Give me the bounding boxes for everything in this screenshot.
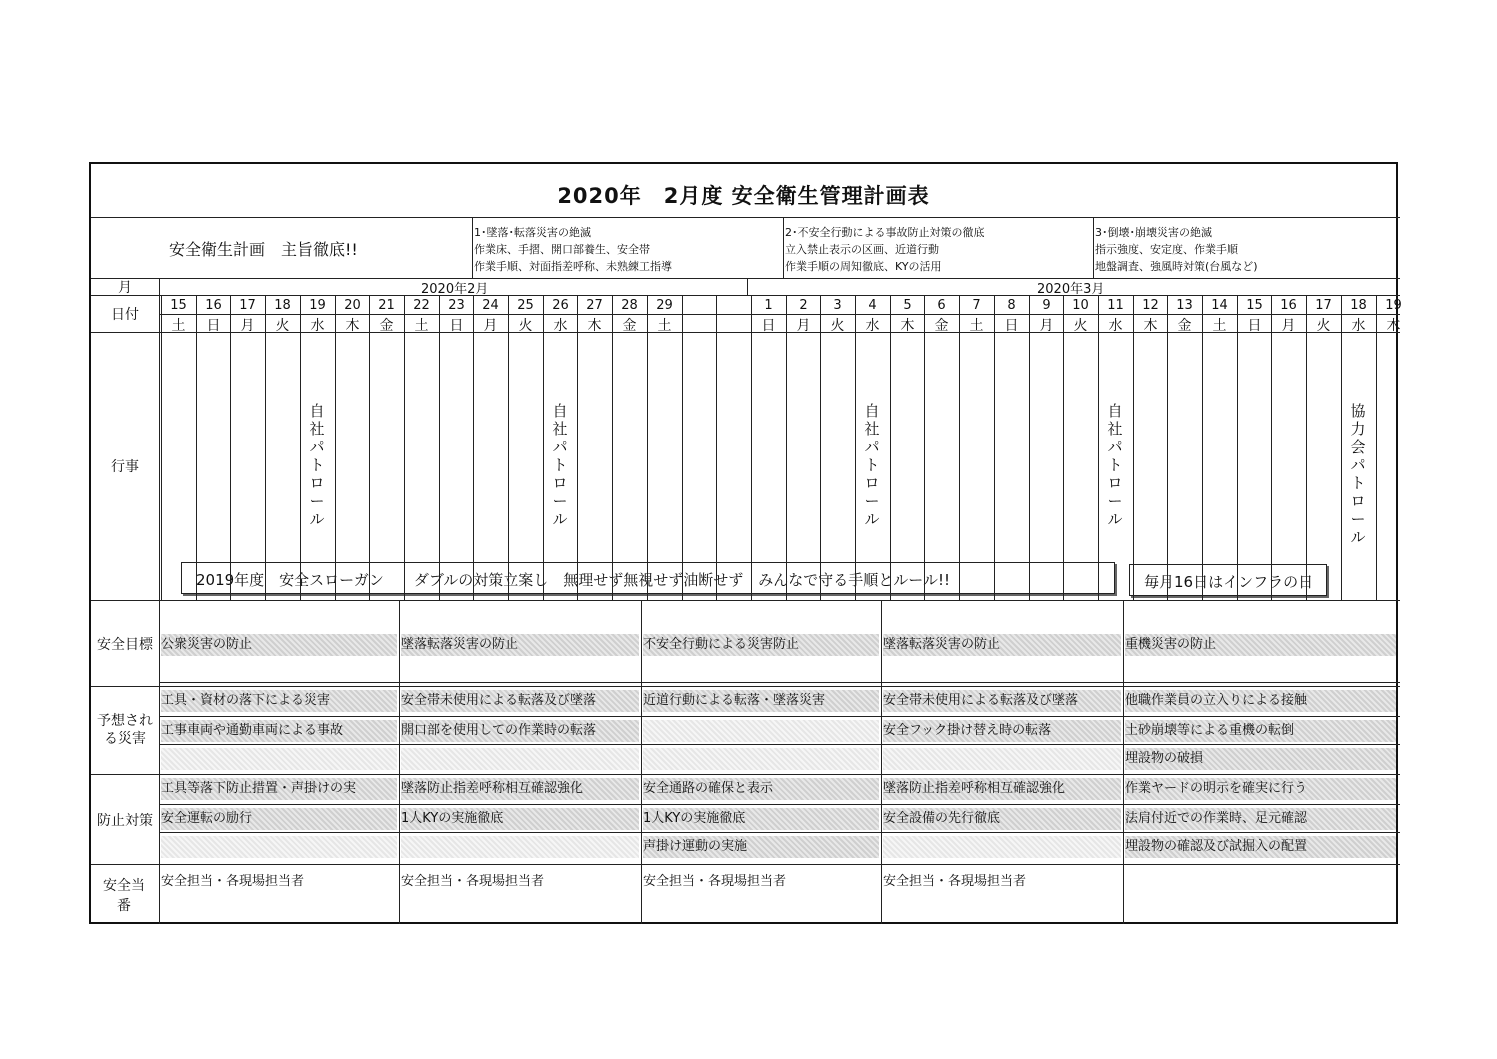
safety-goal: 公衆災害の防止 [161,634,397,656]
weekday-label: 金 [934,318,949,334]
weekday-label: 月 [1281,318,1296,334]
day-col-line [1271,295,1272,600]
weekday-label: 金 [622,318,637,334]
day-number: 18 [274,298,291,313]
weekday-label: 月 [1039,318,1054,334]
day-number: 17 [1315,298,1332,313]
hazard-item: 安全帯未使用による転落及び墜落 [883,690,1121,712]
day-col-line [682,295,683,600]
day-col-line [1376,295,1377,600]
duty-person [1125,872,1396,892]
weekday-label: 金 [379,318,394,334]
day-col-line [890,295,891,600]
measure-item: 工具等落下防止措置・声掛けの実 [161,778,397,800]
hazard-item: 安全帯未使用による転落及び墜落 [401,690,639,712]
slogan-box [181,562,1115,594]
grid-v-week-4 [1123,600,1124,924]
day-number: 26 [552,298,569,313]
infra-note-text: 毎月16日はインフラの日 [1144,573,1314,591]
grid-h-line-8 [159,716,1400,717]
weekday-label: 日 [206,318,221,334]
label-events: 行事 [111,459,139,475]
day-col-line [473,295,474,600]
policy-3-head: 3･倒壊･崩壊災害の絶滅 [1095,226,1212,239]
day-number: 19 [1385,298,1402,313]
measure-item: 安全運転の励行 [161,808,397,830]
weekday-label: 火 [518,318,533,334]
weekday-label: 水 [1108,318,1123,334]
day-number: 4 [868,298,877,313]
day-col-line [1063,295,1064,600]
policy-3 [1095,224,1258,275]
policy-1 [474,224,672,275]
weekday-label: 月 [483,318,498,334]
safety-goal: 不安全行動による災害防止 [643,634,879,656]
page-title: 2020年 2月度 安全衛生管理計画表 [557,184,930,208]
day-number: 22 [413,298,430,313]
weekday-label: 日 [449,318,464,334]
weekday-label: 土 [969,318,984,334]
event-patrol-0: 自社パトロール [309,402,325,528]
hazard-item: 埋設物の破損 [1125,748,1396,770]
weekday-label: 金 [1177,318,1192,334]
hazard-item [161,748,397,770]
weekday-label: 木 [1143,318,1158,334]
day-number: 19 [309,298,326,313]
weekday-label: 火 [275,318,290,334]
measure-item: 声掛け運動の実施 [643,836,879,858]
day-col-line [1237,295,1238,600]
hazard-item [643,748,879,770]
hazard-item: 土砂崩壊等による重機の転倒 [1125,720,1396,742]
policy-1-line-1: 作業床、手摺、開口部養生、安全帯 [474,243,650,256]
day-number: 16 [1280,298,1297,313]
day-number: 11 [1107,298,1124,313]
policy-3-line-2: 地盤調査、強風時対策(台風など) [1095,260,1258,273]
day-number: 7 [972,298,981,313]
day-col-line [439,295,440,600]
day-number: 3 [833,298,842,313]
grid-v-policy-3 [1093,217,1094,278]
day-number: 17 [239,298,256,313]
day-number: 8 [1007,298,1016,313]
day-col-line [647,295,648,600]
day-number: 21 [378,298,395,313]
hazard-item: 安全フック掛け替え時の転落 [883,720,1121,742]
hazard-item: 他職作業員の立入りによる接触 [1125,690,1396,712]
measure-item: 墜落防止指差呼称相互確認強化 [401,778,639,800]
day-number: 16 [205,298,222,313]
hazard-item: 開口部を使用しての作業時の転落 [401,720,639,742]
day-col-line [1167,295,1168,600]
hazard-item: 近道行動による転落・墜落災害 [643,690,879,712]
event-patrol-4: 協力会パトロール [1350,402,1366,546]
weekday-label: 火 [830,318,845,334]
grid-h-line-7 [91,686,1400,687]
day-number: 20 [344,298,361,313]
measure-item: 1人KYの実施徹底 [643,808,879,830]
weekday-label: 木 [345,318,360,334]
hazard-item [643,720,879,742]
day-col-line [924,295,925,600]
hazard-item: 工具・資材の落下による災害 [161,690,397,712]
safety-goal: 墜落転落災害の防止 [883,634,1121,656]
measure-item: 安全設備の先行徹底 [883,808,1121,830]
day-col-line [369,295,370,600]
grid-v-month [747,278,748,295]
day-col-line [820,295,821,600]
weekday-label: 月 [240,318,255,334]
weekday-label: 土 [657,318,672,334]
day-col-line [1202,295,1203,600]
measure-item: 作業ヤードの明示を確実に行う [1125,778,1396,800]
day-col-line [196,295,197,600]
grid-h-line-13 [91,864,1400,865]
day-number: 23 [448,298,465,313]
grid-v-week-3 [881,600,882,924]
weekday-label: 木 [900,318,915,334]
day-number: 25 [517,298,534,313]
grid-h-line-5 [91,600,1400,601]
grid-h-line-2 [91,295,1400,296]
day-col-line [161,295,162,600]
day-col-line [1029,295,1030,600]
grid-v-week-1 [399,600,400,924]
grid-h-line-6 [159,682,1400,683]
label-duty: 安全当番 [103,878,145,914]
duty-person: 安全担当・各現場担当者 [161,874,305,889]
grid-h-line-9 [159,744,1400,745]
day-col-line [751,295,752,600]
day-number: 18 [1350,298,1367,313]
plan-sheet [89,162,1402,924]
event-patrol-1: 自社パトロール [552,402,568,528]
policy-2-line-1: 立入禁止表示の区画、近道行動 [785,243,939,256]
slogan-text: 2019年度 安全スローガン ダブルの対策立案し 無理せず無視せず油断せず みんなで守る手順とルール!! [196,571,951,589]
event-patrol-2: 自社パトロール [864,402,880,528]
weekday-label: 土 [414,318,429,334]
measure-item: 1人KYの実施徹底 [401,808,639,830]
day-col-line [508,295,509,600]
grid-h-line-11 [159,804,1400,805]
grid-v-policy-1 [472,217,473,278]
duty-person: 安全担当・各現場担当者 [883,874,1027,889]
day-col-line [855,295,856,600]
policy-2-head: 2･不安全行動による事故防止対策の徹底 [785,226,985,239]
measure-item [161,836,397,858]
grid-h-line-12 [159,832,1400,833]
measure-item: 法肩付近での作業時、足元確認 [1125,808,1396,830]
measure-item: 安全通路の確保と表示 [643,778,879,800]
day-col-line [404,295,405,600]
policy-1-line-2: 作業手順、対面指差呼称、未熟練工指導 [474,260,672,273]
day-number: 13 [1176,298,1193,313]
label-date: 日付 [111,307,139,323]
safety-goal: 墜落転落災害の防止 [401,634,639,656]
day-col-line [786,295,787,600]
day-number: 9 [1042,298,1051,313]
measure-item [883,836,1121,858]
grid-h-line-10 [91,774,1400,775]
duty-person: 安全担当・各現場担当者 [643,874,787,889]
weekday-label: 土 [1212,318,1227,334]
day-number: 27 [586,298,603,313]
weekday-label: 水 [310,318,325,334]
day-col-line [612,295,613,600]
day-col-line [1098,295,1099,600]
duty-person: 安全担当・各現場担当者 [401,874,545,889]
month-mar: 2020年3月 [1037,282,1105,297]
weekday-label: 木 [587,318,602,334]
day-number: 6 [937,298,946,313]
day-number: 10 [1072,298,1089,313]
day-number: 29 [656,298,673,313]
day-col-line [716,295,717,600]
grid-h-line-0 [91,217,1400,218]
day-col-line [230,295,231,600]
weekday-label: 水 [1351,318,1366,334]
day-number: 28 [621,298,638,313]
policy-title: 安全衛生計画 主旨徹底!! [169,240,358,259]
day-number: 15 [170,298,187,313]
weekday-label: 月 [796,318,811,334]
day-number: 2 [799,298,808,313]
measure-item [401,836,639,858]
grid-v-week-2 [641,600,642,924]
measure-item: 墜落防止指差呼称相互確認強化 [883,778,1121,800]
day-number: 14 [1211,298,1228,313]
day-col-line [543,295,544,600]
hazard-item [883,748,1121,770]
day-col-line [577,295,578,600]
day-number: 12 [1142,298,1159,313]
day-number: 24 [482,298,499,313]
policy-2 [785,224,985,275]
policy-1-head: 1･墜落･転落災害の絶滅 [474,226,591,239]
label-goal: 安全目標 [97,637,153,653]
label-measures: 防止対策 [97,813,153,829]
label-hazard: 予想される災害 [97,713,153,747]
policy-3-line-1: 指示強度、安定度、作業手順 [1095,243,1238,256]
day-col-line [1341,295,1342,600]
policy-2-line-2: 作業手順の周知徹底、KYの活用 [785,260,942,273]
measure-item: 埋設物の確認及び試掘入の配置 [1125,836,1396,858]
event-patrol-3: 自社パトロール [1107,402,1123,528]
grid-h-line-1 [91,278,1400,279]
day-number: 15 [1246,298,1263,313]
weekday-label: 木 [1386,318,1401,334]
weekday-label: 日 [1247,318,1262,334]
hazard-item [401,748,639,770]
weekday-label: 水 [553,318,568,334]
weekday-label: 水 [865,318,880,334]
hazard-item: 工事車両や通勤車両による事故 [161,720,397,742]
grid-v-policy-2 [783,217,784,278]
infra-note-box [1129,564,1327,596]
day-col-line [300,295,301,600]
weekday-label: 日 [1004,318,1019,334]
label-month: 月 [118,280,132,296]
grid-v-label [159,278,160,924]
day-col-line [959,295,960,600]
weekday-label: 日 [761,318,776,334]
weekday-label: 火 [1073,318,1088,334]
day-number: 5 [903,298,912,313]
weekday-label: 土 [171,318,186,334]
day-col-line [335,295,336,600]
day-col-line [1306,295,1307,600]
safety-goal: 重機災害の防止 [1125,634,1396,656]
day-col-line [994,295,995,600]
day-col-line [265,295,266,600]
month-feb: 2020年2月 [421,282,489,297]
day-col-line [1133,295,1134,600]
weekday-label: 火 [1316,318,1331,334]
day-number: 1 [764,298,773,313]
